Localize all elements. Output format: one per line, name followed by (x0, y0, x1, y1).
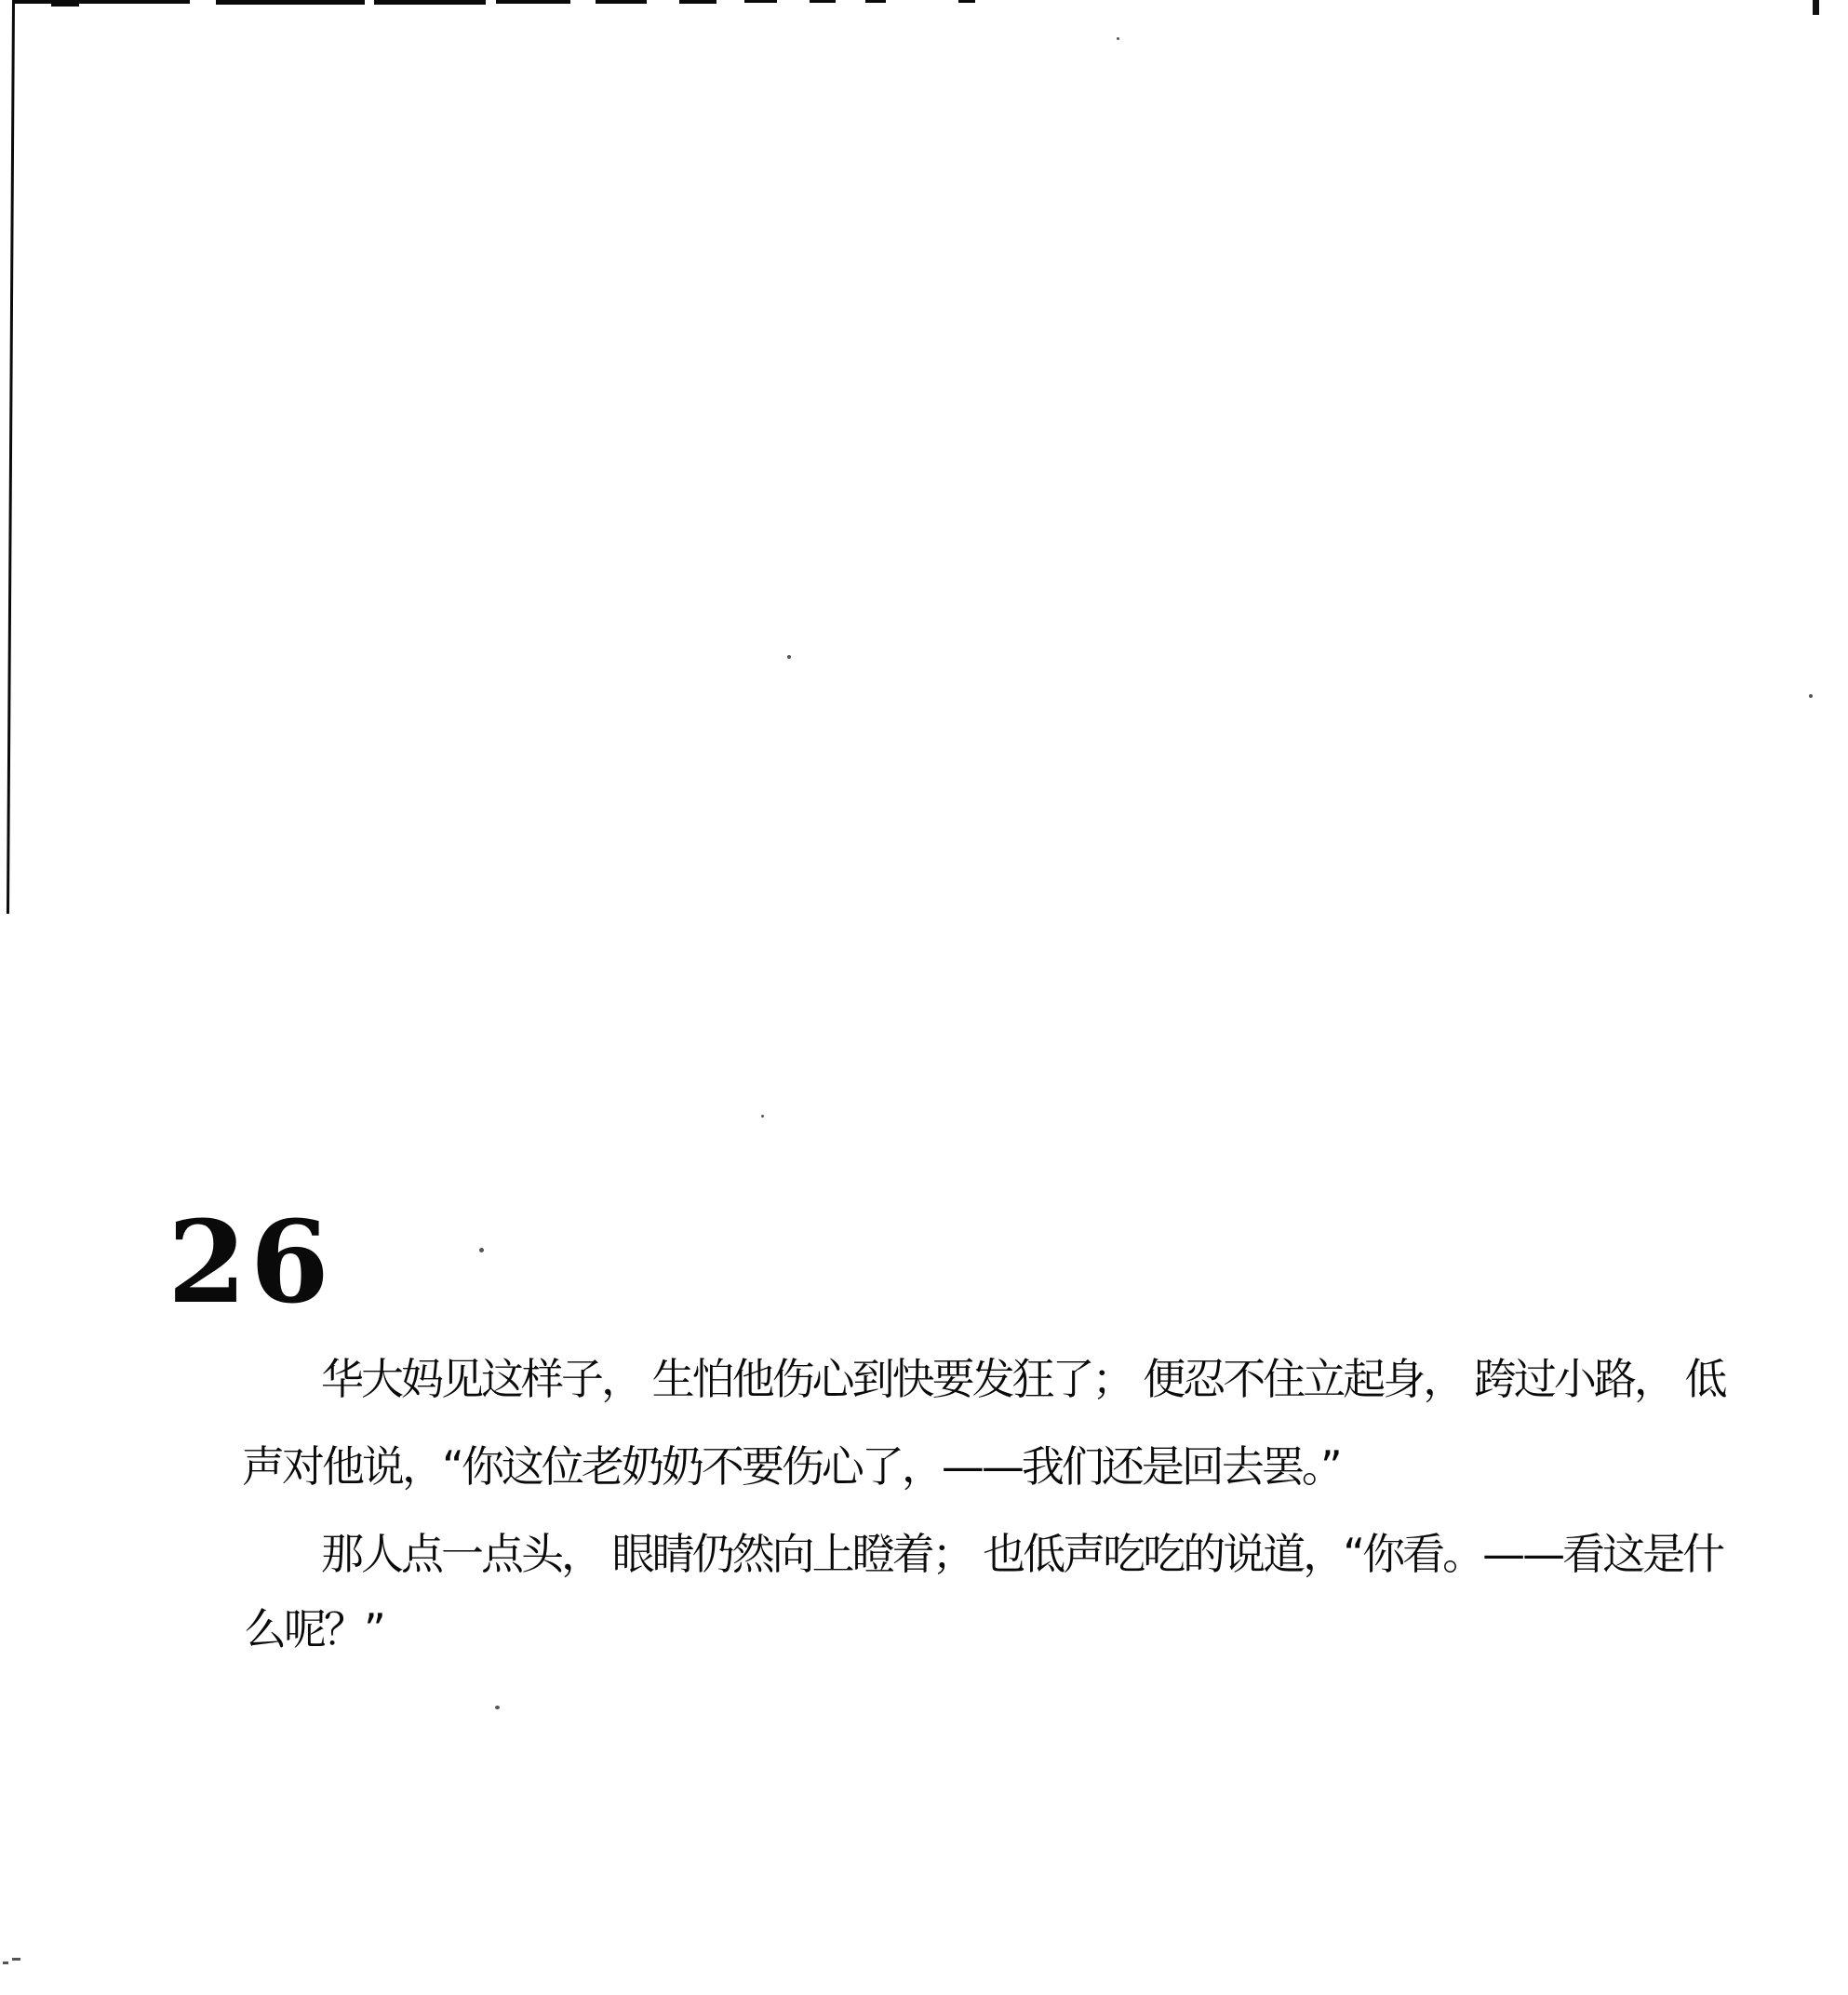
scan-top-edge-dash (958, 0, 975, 3)
scan-top-edge-dash (865, 0, 886, 3)
ink-speck (787, 655, 791, 659)
paragraph-2-line-2: 么呢？” (244, 1604, 383, 1654)
scan-top-edge-dash (496, 0, 570, 4)
scan-top-edge-dash (810, 0, 836, 3)
ink-speck (495, 1706, 500, 1709)
scan-top-right-tick (1813, 0, 1819, 15)
scan-top-edge-dash (51, 0, 79, 7)
ink-speck (761, 1115, 764, 1118)
scan-top-edge-dash (216, 0, 365, 5)
scan-top-edge-dash (13, 0, 190, 4)
ink-speck (1117, 37, 1119, 40)
scan-top-edge-dash (374, 0, 486, 5)
ink-speck (12, 1958, 20, 1961)
paragraph-1-line-2: 声对他说，“你这位老奶奶不要伤心了，——我们还是回去罢。” (242, 1441, 1340, 1492)
scan-top-edge-dash (596, 0, 647, 4)
section-number: 26 (167, 1195, 333, 1329)
ink-speck (3, 1962, 8, 1964)
ink-speck (479, 1248, 484, 1252)
scan-top-edge-dash (744, 0, 777, 3)
paragraph-1-line-1: 华大妈见这样子， 生怕他伤心到快要发狂了； 便忍不住立起身， 跨过小路， 低 (321, 1354, 1725, 1404)
paragraph-2-line-1: 那人点一点头， 眼睛仍然向上瞪着； 也低声吃吃的说道，“你看。——看这是什 (321, 1529, 1723, 1579)
scan-top-edge-dash (679, 0, 716, 4)
ink-speck (1809, 694, 1813, 698)
scan-left-edge-line (7, 0, 15, 914)
